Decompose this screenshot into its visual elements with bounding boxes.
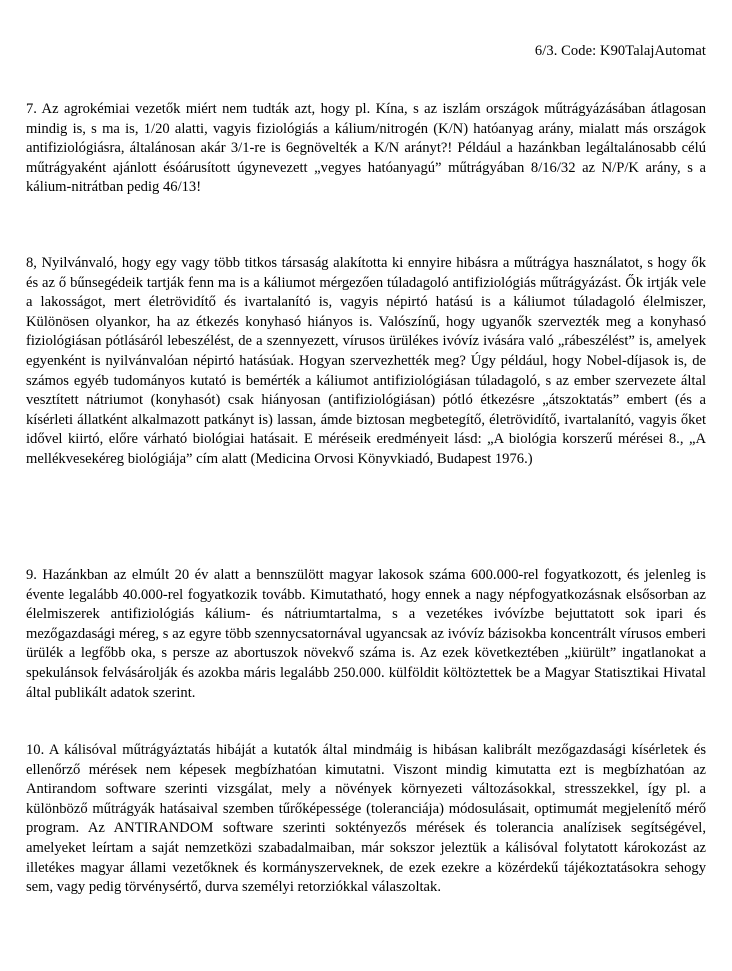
paragraph-9: 9. Hazánkban az elmúlt 20 év alatt a bennszülött magyar lakosok száma 600.000-rel fogyatkozott, és jelenleg is évente legalább 40.000-rel fogyatkozik tovább. Kimutatható, hogy ennek a nagy népfogyatkozásnak elsősorban az élelmiszerek antifiziológiás kálium- és nátriumtartalma, s a vezetékes ivóvízbe bejuttatott sok ipari és mezőgazdasági méreg, s az egyre több szennycsatornával ugyancsak az ivóvíz bázisokba koncentrált vírusos emberi ürülék a legfőbb oka, s persze az abortuszok növekvő száma is. Az ezek következtében „kiürült” ingatlanokat a spekulánsok felvásárolják és azokba máris legalább 250.000. külföldit költöztettek be a Magyar Statisztikai Hivatal által publikált adatok szerint. [26, 567, 706, 701]
paragraph-10: 10. A kálisóval műtrágyáztatás hibáját a kutatók által mindmáig is hibásan kalibrált mezőgazdasági kísérletek és ellenőrző mérések nem képesek megbízhatóan kimutatni. Viszont mindig kimutatta ezt is megbízhatóan az Antirandom software szerinti vizsgálat, mely a növények környezeti változásokkal, stresszekkel, így pl. a különböző műtrágyák hatásaival szemben tűrőképessége (toleranciája) módosulásait, optimumát megjelenítő mérő program. Az ANTIRANDOM software szerinti soktényezős mérések és tolerancia analízisek segítségével, amelyeket leírtam a saját nemzetközi szabadalmaiban, már sokszor jeleztük a kálisóval folytatott károkozást az illetékes magyar állami vezetőknek és kormányszerveknek, de ezek ezekre a közérdekű tájékoztatásokra sehogy sem, vagy pedig törvénysértő, durva személyi retorziókkal válaszoltak. [26, 742, 706, 896]
paragraph-8: 8, Nyilvánvaló, hogy egy vagy több titkos társaság alakította ki ennyire hibásra a műtrágya használatot, s hogy ők és az ő bűnsegédeik tartják fenn ma is a káliumot mérgezően túladagoló antifiziológiás műtrágyázást. Ők irtják vele a lakosságot, mert életrövidítő és ivartalanító is, vagyis népirtó hatású is a káliumot túladagoló élelmiszer, Különösen olyankor, ha az étkezés konyhasó hiányos is. Valószínű, hogy ugyanők szervezték meg a konyhasó fiziológiásan pótlásáról lebeszélést, de a szennyezett, vírusos ürülékes ivóvíz ivására való „rábeszélést” is, amelyek egyenként is nyilvánvalóan népirtó hatásúak. Hogyan szervezhették meg? Úgy például, hogy Nobel-díjasok is, de számos egyéb tudományos kutató is bemérték a káliumot antifiziológiásan túladagoló, s az ember szervezete által vesztített nátriumot (konyhasót) csak hiányosan (antifiziológiásan) pótló étkezésre „átszoktatás” embert (és a kísérleti állatként alkalmazott patkányt is) lassan, ámde biztosan megbetegítő, életrövidítő, ivartalanító, vagyis őket idővel kiirtó, előre várható biológiai hatásait. E méréseik eredményeit lásd: „A biológia korszerű mérései 8., „A mellékvesekéreg biológiája” cím alatt (Medicina Orvosi Könyvkiadó, Budapest 1976.) [26, 255, 706, 467]
page-code-header: 6/3. Code: K90TalajAutomat [534, 43, 706, 59]
paragraph-7: 7. Az agrokémiai vezetők miért nem tudták azt, hogy pl. Kína, s az iszlám országok műtrágyázásában átlagosan mindig is, s ma is, 1/20 alatti, vagyis fiziológiás a kálium/nitrogén (K/N) hatóanyag arány, mialatt más országok antifiziológiásra, általánosan akár 3/1-re is 6egnövelték a K/N arányt?! Például a hazánkban legáltalánosabb célú műtrágyaként ajánlott ésóárusított úgynevezett „vegyes hatóanyagú” műtrágyában 8/16/32 az N/P/K arány, s a kálium-nitrátban pedig 46/13! [26, 101, 706, 196]
